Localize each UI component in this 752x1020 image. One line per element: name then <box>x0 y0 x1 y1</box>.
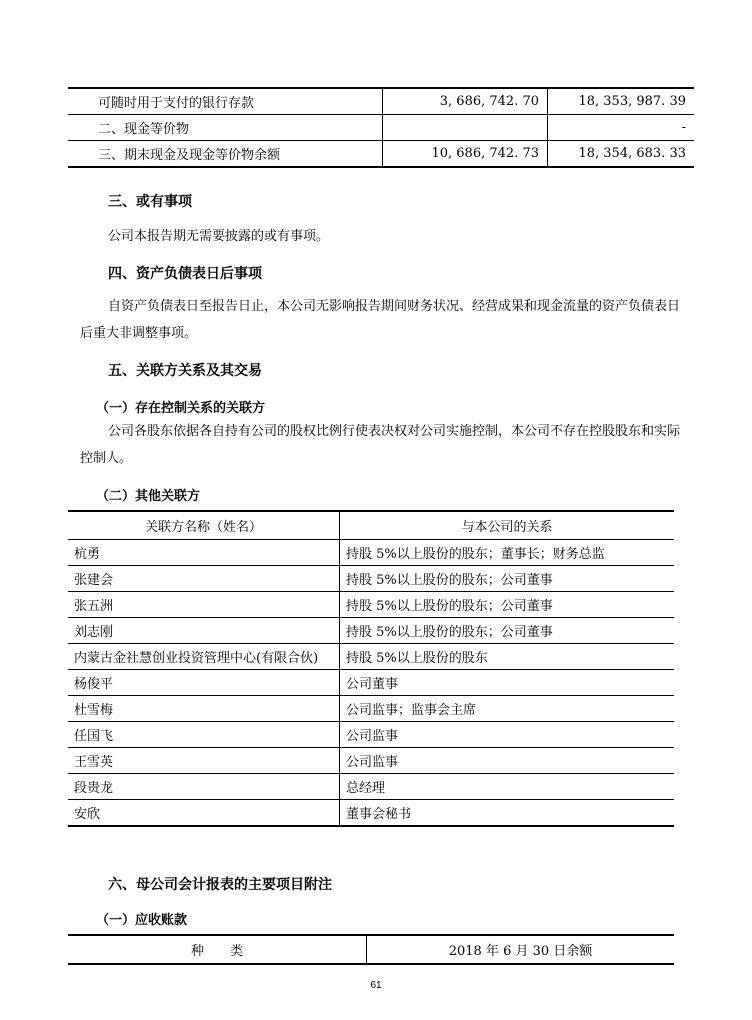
party-name: 杨俊平 <box>68 670 340 696</box>
party-relation: 公司监事 <box>340 722 675 748</box>
party-relation: 总经理 <box>340 774 675 800</box>
party-relation: 公司董事 <box>340 670 675 696</box>
row-label: 可随时用于支付的银行存款 <box>68 88 383 115</box>
prior-amount: 18, 354, 683. 33 <box>548 141 695 168</box>
table-row <box>68 644 674 670</box>
column-header-balance: 2018 年 6 月 30 日余额 <box>448 944 593 959</box>
table-row <box>68 540 674 566</box>
party-relation: 持股 5%以上股份的股东；公司董事 <box>340 592 675 618</box>
party-name: 安欣 <box>68 800 340 827</box>
party-name: 张建会 <box>68 566 340 592</box>
table-row <box>68 88 694 115</box>
party-name: 内蒙古金社慧创业投资管理中心(有限合伙) <box>68 644 340 670</box>
table-row <box>68 722 674 748</box>
subsequent-events-text: 自资产负债表日至报告日止，本公司无影响报告期间财务状况、经营成果和现金流量的资产负债表日后重大非调整事项。 <box>80 299 681 341</box>
party-relation: 持股 5%以上股份的股东；公司董事 <box>340 618 675 644</box>
table-row <box>68 696 674 722</box>
table-row <box>68 670 674 696</box>
current-amount: 10, 686, 742. 73 <box>383 141 548 168</box>
prior-amount: - <box>548 115 695 141</box>
party-relation: 持股 5%以上股份的股东；公司董事 <box>340 566 675 592</box>
table-header-row <box>68 935 674 964</box>
column-header-category: 种 类 <box>68 935 367 964</box>
controlling-parties-text: 公司各股东依据各自持有公司的股权比例行使表决权对公司实施控制，本公司不存在控股股东和实际控制人。 <box>80 424 681 466</box>
party-relation: 董事会秘书 <box>340 800 675 827</box>
table-row <box>68 800 674 827</box>
accounts-receivable-table <box>68 934 674 965</box>
party-relation: 持股 5%以上股份的股东；董事长；财务总监 <box>340 540 675 566</box>
table-row <box>68 141 694 168</box>
table-header-row <box>68 511 674 540</box>
section-heading-parent-notes: 六、母公司会计报表的主要项目附注 <box>108 877 332 893</box>
party-relation: 持股 5%以上股份的股东 <box>340 644 675 670</box>
table-row <box>68 774 674 800</box>
party-relation: 公司监事；监事会主席 <box>340 696 675 722</box>
party-name: 杜雪梅 <box>68 696 340 722</box>
contingencies-text: 公司本报告期无需要披露的或有事项。 <box>108 229 330 244</box>
section-heading-subsequent-events: 四、资产负债表日后事项 <box>108 266 262 282</box>
table-row <box>68 115 694 141</box>
subheading-other-related-parties: （二）其他关联方 <box>96 489 201 504</box>
row-label: 二、现金等价物 <box>68 115 383 141</box>
party-relation: 公司监事 <box>340 748 675 774</box>
table-row <box>68 566 674 592</box>
table-row <box>68 748 674 774</box>
column-header-name: 关联方名称（姓名） <box>68 511 340 540</box>
table-row <box>68 618 674 644</box>
party-name: 张五洲 <box>68 592 340 618</box>
subheading-accounts-receivable: （一）应收账款 <box>96 913 188 928</box>
party-name: 段贵龙 <box>68 774 340 800</box>
current-amount <box>383 115 548 141</box>
party-name: 刘志刚 <box>68 618 340 644</box>
subheading-controlling-parties: （一）存在控制关系的关联方 <box>96 401 266 416</box>
current-amount: 3, 686, 742. 70 <box>383 88 548 115</box>
party-name: 王雪英 <box>68 748 340 774</box>
party-name: 任国飞 <box>68 722 340 748</box>
section-heading-contingencies: 三、或有事项 <box>108 194 192 210</box>
column-header-relation: 与本公司的关系 <box>340 511 675 540</box>
section-heading-related-parties: 五、关联方关系及其交易 <box>108 363 262 379</box>
page-number: 61 <box>370 980 382 991</box>
cash-equivalents-table <box>68 87 694 168</box>
row-label: 三、期末现金及现金等价物余额 <box>68 141 383 168</box>
prior-amount: 18, 353, 987. 39 <box>548 88 695 115</box>
related-parties-table <box>68 510 674 827</box>
party-name: 杭勇 <box>68 540 340 566</box>
table-row <box>68 592 674 618</box>
